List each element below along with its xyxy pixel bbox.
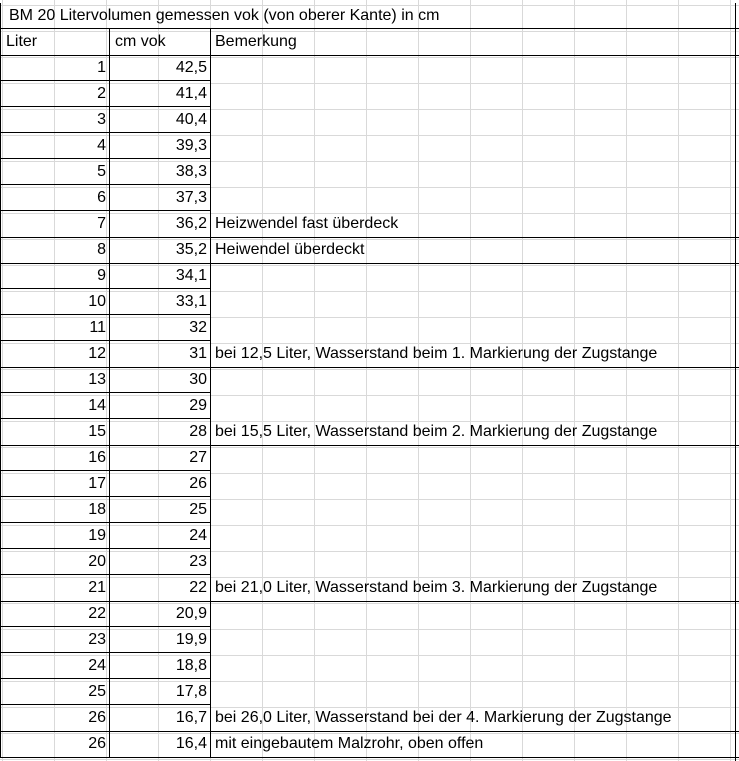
remark-cell[interactable]	[211, 367, 739, 393]
remark-cell[interactable]	[211, 81, 739, 107]
remark-cell[interactable]	[211, 185, 739, 211]
remark-cell[interactable]: bei 15,5 Liter, Wasserstand beim 2. Markierung der Zugstange	[215, 423, 658, 440]
header-remark[interactable]: Bemerkung	[215, 33, 297, 50]
liter-cell[interactable]: 15	[0, 419, 110, 445]
liter-cell[interactable]: 9	[0, 263, 110, 289]
remark-cell[interactable]	[211, 653, 739, 679]
liter-cell[interactable]: 26	[0, 731, 110, 757]
cm-vok-cell[interactable]: 17,8	[110, 679, 211, 705]
cm-vok-cell[interactable]: 20,9	[110, 601, 211, 627]
table-row	[0, 237, 739, 264]
table-row	[0, 133, 739, 159]
liter-cell[interactable]: 25	[0, 679, 110, 705]
liter-cell[interactable]: 1	[0, 55, 110, 81]
liter-cell[interactable]: 17	[0, 471, 110, 497]
remark-cell[interactable]	[211, 679, 739, 705]
remark-cell[interactable]	[211, 471, 739, 497]
liter-cell[interactable]: 8	[0, 237, 110, 263]
cm-vok-cell[interactable]: 37,3	[110, 185, 211, 211]
table-row	[0, 705, 739, 732]
liter-cell[interactable]: 22	[0, 601, 110, 627]
header-liter[interactable]: Liter	[0, 29, 110, 55]
header-cm-vok[interactable]: cm vok	[110, 29, 211, 55]
table-row	[0, 601, 739, 627]
liter-cell[interactable]: 5	[0, 159, 110, 185]
table-row	[0, 159, 739, 185]
liter-cell[interactable]: 26	[0, 705, 110, 731]
liter-cell[interactable]: 7	[0, 211, 110, 237]
cm-vok-cell[interactable]: 29	[110, 393, 211, 419]
table-row	[0, 185, 739, 211]
cm-vok-cell[interactable]: 26	[110, 471, 211, 497]
cm-vok-cell[interactable]: 39,3	[110, 133, 211, 159]
header-row	[0, 29, 739, 56]
table-row	[0, 315, 739, 341]
table-row	[0, 211, 739, 238]
remark-cell[interactable]: bei 26,0 Liter, Wasserstand bei der 4. Markierung der Zugstange	[215, 709, 672, 726]
table-right-border	[735, 3, 736, 761]
remark-cell[interactable]	[211, 107, 739, 133]
cm-vok-cell[interactable]: 25	[110, 497, 211, 523]
cm-vok-cell[interactable]: 36,2	[110, 211, 211, 237]
cm-vok-cell[interactable]: 31	[110, 341, 211, 367]
liter-cell[interactable]: 2	[0, 81, 110, 107]
liter-cell[interactable]: 14	[0, 393, 110, 419]
table-row	[0, 55, 739, 81]
table-row	[0, 549, 739, 575]
liter-cell[interactable]: 24	[0, 653, 110, 679]
table-row	[0, 263, 739, 289]
cm-vok-cell[interactable]: 35,2	[110, 237, 211, 263]
cm-vok-cell[interactable]: 33,1	[110, 289, 211, 315]
remark-cell[interactable]	[211, 315, 739, 341]
cm-vok-cell[interactable]: 40,4	[110, 107, 211, 133]
liter-cell[interactable]: 18	[0, 497, 110, 523]
liter-cell[interactable]: 20	[0, 549, 110, 575]
table-row	[0, 627, 739, 653]
table-row	[0, 367, 739, 393]
table-row	[0, 289, 739, 315]
cm-vok-cell[interactable]: 42,5	[110, 55, 211, 81]
liter-cell[interactable]: 23	[0, 627, 110, 653]
cm-vok-cell[interactable]: 30	[110, 367, 211, 393]
table-row	[0, 341, 739, 368]
remark-cell[interactable]	[211, 393, 739, 419]
table-row	[0, 523, 739, 549]
cm-vok-cell[interactable]: 22	[110, 575, 211, 601]
cm-vok-cell[interactable]: 32	[110, 315, 211, 341]
table-row	[0, 419, 739, 446]
liter-cell[interactable]: 12	[0, 341, 110, 367]
liter-cell[interactable]: 21	[0, 575, 110, 601]
liter-cell[interactable]: 19	[0, 523, 110, 549]
cm-vok-cell[interactable]: 23	[110, 549, 211, 575]
table-row	[0, 653, 739, 679]
liter-cell[interactable]: 11	[0, 315, 110, 341]
table-row	[0, 679, 739, 705]
liter-cell[interactable]: 6	[0, 185, 110, 211]
cm-vok-cell[interactable]: 19,9	[110, 627, 211, 653]
table-row	[0, 81, 739, 107]
table-row	[0, 497, 739, 523]
remark-cell[interactable]: bei 12,5 Liter, Wasserstand beim 1. Markierung der Zugstange	[215, 345, 658, 362]
liter-cell[interactable]: 3	[0, 107, 110, 133]
cm-vok-cell[interactable]: 34,1	[110, 263, 211, 289]
cm-vok-cell[interactable]: 24	[110, 523, 211, 549]
cm-vok-cell[interactable]: 18,8	[110, 653, 211, 679]
remark-cell[interactable]	[211, 445, 739, 471]
remark-cell[interactable]	[211, 55, 739, 81]
sheet-title-cell[interactable]: BM 20 Litervolumen gemessen vok (von oberer Kante) in cm	[0, 3, 739, 29]
remark-cell[interactable]	[211, 523, 739, 549]
table-row	[0, 471, 739, 497]
cm-vok-cell[interactable]: 16,7	[110, 705, 211, 731]
remark-cell[interactable]	[211, 133, 739, 159]
table-row	[0, 445, 739, 471]
remark-cell[interactable]	[211, 289, 739, 315]
remark-cell[interactable]	[211, 263, 739, 289]
cm-vok-cell[interactable]: 16,4	[110, 731, 211, 757]
remark-cell[interactable]: Heiwendel überdeckt	[215, 241, 365, 258]
cm-vok-cell[interactable]: 28	[110, 419, 211, 445]
remark-cell[interactable]	[211, 497, 739, 523]
table-row	[0, 731, 739, 758]
remark-cell[interactable]: bei 21,0 Liter, Wasserstand beim 3. Markierung der Zugstange	[215, 579, 658, 596]
liter-cell[interactable]: 16	[0, 445, 110, 471]
liter-cell[interactable]: 10	[0, 289, 110, 315]
cm-vok-cell[interactable]: 38,3	[110, 159, 211, 185]
table-row	[0, 393, 739, 419]
remark-cell[interactable]: Heizwendel fast überdeck	[215, 215, 399, 232]
remark-cell[interactable]	[211, 601, 739, 627]
remark-cell[interactable]	[211, 159, 739, 185]
liter-cell[interactable]: 13	[0, 367, 110, 393]
liter-cell[interactable]: 4	[0, 133, 110, 159]
cm-vok-cell[interactable]: 41,4	[110, 81, 211, 107]
table-row	[0, 575, 739, 602]
remark-cell[interactable]	[211, 549, 739, 575]
remark-cell[interactable]	[211, 627, 739, 653]
table-row	[0, 107, 739, 133]
cm-vok-cell[interactable]: 27	[110, 445, 211, 471]
remark-cell[interactable]: mit eingebautem Malzrohr, oben offen	[215, 735, 484, 752]
